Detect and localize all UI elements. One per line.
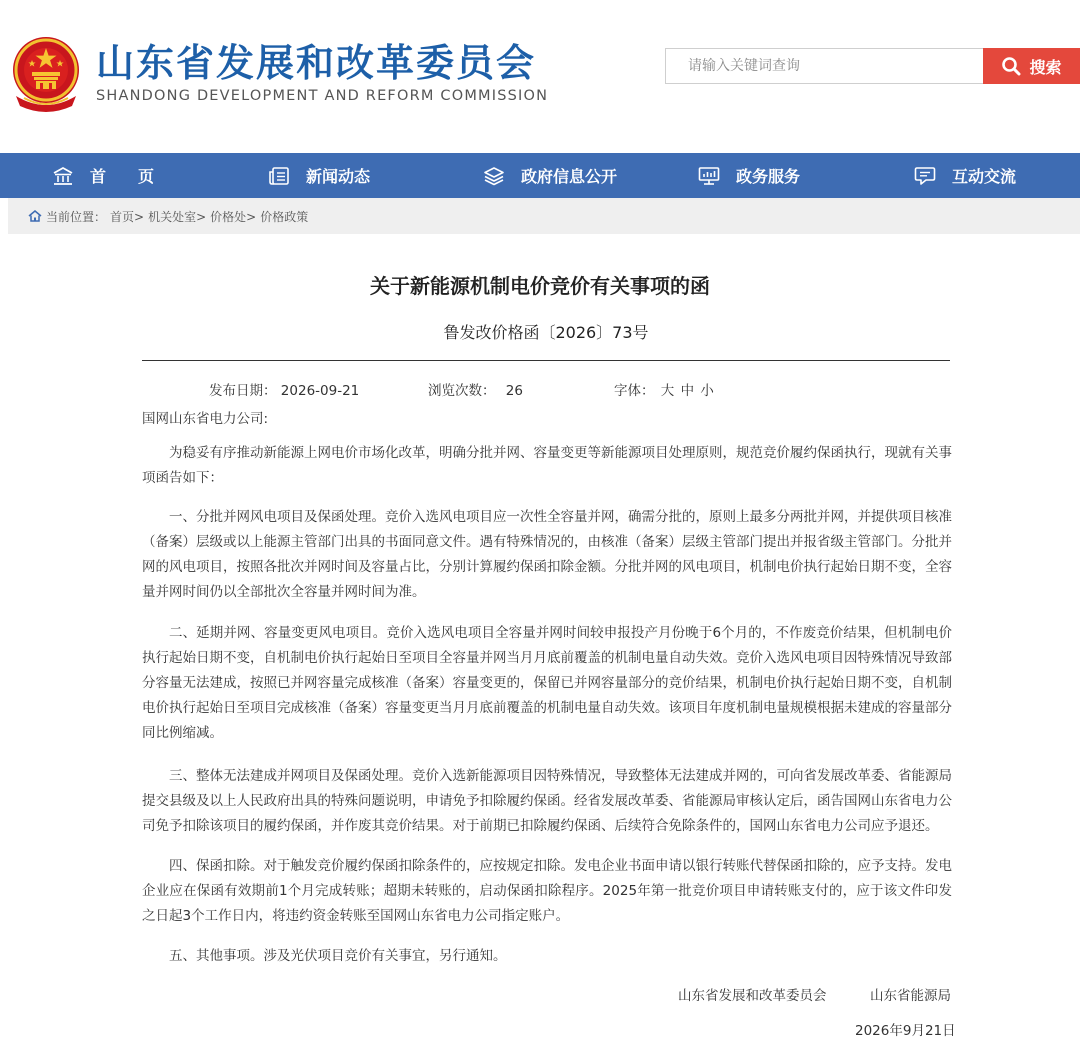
nav-label-home: 首 页: [90, 167, 163, 186]
breadcrumb-home[interactable]: 首页>: [110, 209, 145, 224]
view-count-label: 浏览次数：: [428, 383, 496, 399]
paragraph-4: 四、保函扣除。对于触发竞价履约保函扣除条件的，应按规定扣除。发电企业书面申请以银行转账代替保函扣除的，应予支持。发电企业应在保函有效期前1个月完成转账；超期未转账的，启动保函扣除程序。2025年第一批竞价项目申请转账支付的，应于该文件印发之日起3个工作日内，将违约资金转账至国网山东省电力公司指定账户。: [142, 858, 952, 924]
nav-label-interact: 互动交流: [952, 167, 1017, 186]
search-icon: [1001, 56, 1021, 76]
news-icon: [268, 166, 290, 186]
paragraph-5: 五、其他事项。涉及光伏项目竞价有关事宜，另行通知。: [169, 948, 507, 964]
addressee: 国网山东省电力公司:: [142, 411, 269, 427]
nav-item-gov-info[interactable]: [483, 153, 617, 198]
search-input[interactable]: [665, 48, 983, 84]
publish-date-label: 发布日期：: [209, 383, 277, 399]
font-size-medium[interactable]: 中: [680, 383, 695, 399]
site-header: [0, 0, 1080, 153]
publish-date: [209, 379, 359, 399]
breadcrumb: [8, 198, 1080, 234]
nav-label-services: 政务服务: [736, 167, 801, 186]
nav-item-services[interactable]: [698, 153, 800, 198]
font-size-small[interactable]: 小: [700, 383, 714, 399]
view-count: [428, 379, 523, 399]
sign-date: 2026年9月21日: [855, 1023, 956, 1039]
font-size-label: 字体：: [614, 383, 655, 399]
signer-ndrc: 山东省发展和改革委员会: [678, 988, 827, 1004]
national-emblem-icon: [10, 36, 82, 112]
breadcrumb-price-policy[interactable]: 价格政策: [260, 209, 309, 224]
paragraph-intro: 为稳妥有序推动新能源上网电价市场化改革，明确分批并网、容量变更等新能源项目处理原则，规范竞价履约保函执行，现就有关事项函告如下：: [142, 445, 952, 486]
view-count-value: 26: [505, 383, 523, 399]
layers-icon: [483, 166, 505, 186]
signer-energy-bureau: 山东省能源局: [870, 988, 951, 1004]
home-location-icon: [28, 210, 42, 222]
publish-date-value: 2026-09-21: [280, 383, 360, 399]
paragraph-3: 三、整体无法建成并网项目及保函处理。竞价入选新能源项目因特殊情况，导致整体无法建成并网的，可向省发展改革委、省能源局提交县级及以上人民政府出具的特殊问题说明，申请免予扣除履约保函。经省发展改革委、省能源局审核认定后，函告国网山东省电力公司免予扣除该项目的履约保函，并作废其竞价结果。对于前期已扣除履约保函、后续符合免除条件的，国网山东省电力公司应予退还。: [142, 768, 952, 834]
nav-item-home[interactable]: [52, 153, 162, 198]
paragraph-1: 一、分批并网风电项目及保函处理。竞价入选风电项目应一次性全容量并网，确需分批的，原则上最多分两批并网，并提供项目核准（备案）层级或以上能源主管部门出具的书面同意文件。遇有特殊情况的，由核准（备案）层级主管部门提出并报省级主管部门。分批并网的风电项目，按照各批次并网时间及容量占比，分别计算履约保函扣除金额。分批并网的风电项目，机制电价执行起始日期不变，全容量并网时间仍以全部批次全容量并网时间为准。: [142, 509, 952, 600]
monitor-icon: [698, 166, 720, 186]
breadcrumb-departments[interactable]: 机关处室>: [148, 209, 207, 224]
site-subtitle: SHANDONG DEVELOPMENT AND REFORM COMMISSION: [96, 88, 549, 104]
font-size-large[interactable]: 大: [660, 383, 675, 399]
nav-label-news: 新闻动态: [306, 167, 371, 186]
home-icon: [52, 166, 74, 186]
paragraph-2: 二、延期并网、容量变更风电项目。竞价入选风电项目全容量并网时间较申报投产月份晚于6个月的，不作废竞价结果，但机制电价执行起始日期不变，自机制电价执行起始日至项目全容量并网当月月底前覆盖的机制电量自动失效。竞价入选风电项目因特殊情况导致部分容量无法建成，按照已并网容量完成核准（备案）容量变更的，保留已并网容量部分的竞价结果，机制电价执行起始日期不变，自机制电价执行起始日至项目完成核准（备案）容量变更当月月底前覆盖的机制电量自动失效。该项目年度机制电量规模根据未建成的容量部分同比例缩减。: [142, 625, 952, 741]
site-title: 山东省发展和改革委员会: [96, 41, 537, 85]
breadcrumb-price-division[interactable]: 价格处>: [210, 209, 257, 224]
nav-item-interact[interactable]: [914, 153, 1016, 198]
nav-item-news[interactable]: [268, 153, 370, 198]
document-number: 鲁发改价格函〔2026〕73号: [443, 323, 649, 342]
search-button-label: 搜索: [1029, 57, 1062, 77]
breadcrumb-prefix: 当前位置：: [46, 209, 107, 224]
font-size-control: [614, 379, 714, 399]
article-title: 关于新能源机制电价竞价有关事项的函: [370, 274, 710, 298]
main-nav: [0, 153, 1080, 198]
search-button[interactable]: [983, 48, 1080, 84]
title-divider: [142, 360, 950, 361]
nav-label-gov-info: 政府信息公开: [521, 167, 618, 186]
chat-icon: [914, 166, 936, 186]
